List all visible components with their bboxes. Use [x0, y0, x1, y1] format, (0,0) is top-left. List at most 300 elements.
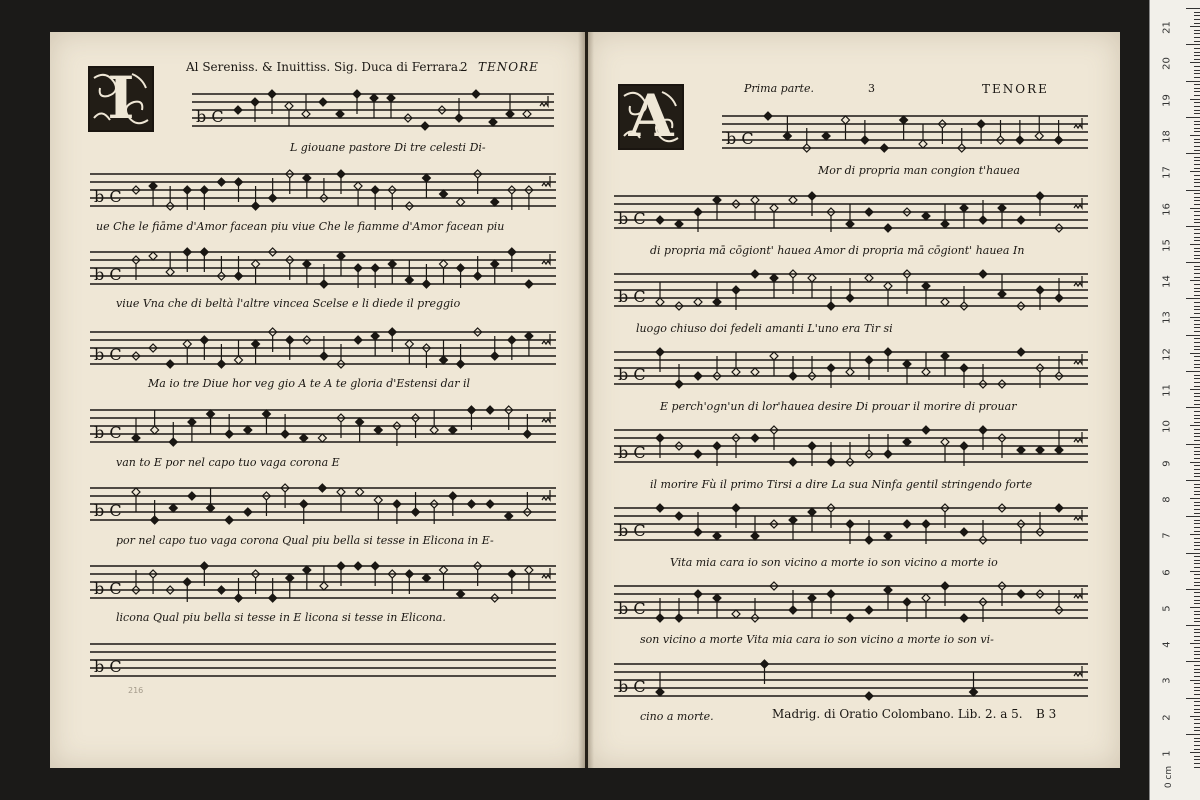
note-head	[732, 286, 740, 294]
note-head	[713, 298, 721, 306]
ruler-tick	[1186, 734, 1200, 735]
ruler-tick	[1186, 335, 1200, 336]
ruler-tick	[1190, 752, 1200, 753]
ruler-tick	[1194, 629, 1200, 630]
ruler-tick	[1190, 462, 1200, 463]
ruler-tick	[1194, 349, 1200, 350]
ruler-tick	[1194, 418, 1200, 419]
ruler-tick	[1194, 164, 1200, 165]
ruler-tick	[1194, 19, 1200, 20]
ruler-tick	[1194, 211, 1200, 212]
note-head	[371, 562, 379, 570]
ruler-tick	[1190, 425, 1200, 426]
ruler-tick	[1194, 404, 1200, 405]
note-head	[713, 532, 721, 540]
note-head	[922, 426, 930, 434]
note-head	[356, 418, 364, 426]
ruler-tick	[1194, 523, 1200, 524]
note-head	[789, 516, 797, 524]
ruler-tick	[1186, 516, 1200, 517]
lyric-line: viue Vna che di beltà l'altre vincea Scelse e li diede il preggio	[116, 297, 461, 310]
note-head	[960, 442, 968, 450]
ruler-tick	[1194, 266, 1200, 267]
ruler-tick	[1194, 585, 1200, 586]
note-head	[169, 504, 177, 512]
note-head	[508, 336, 516, 344]
note-head	[1016, 136, 1024, 144]
note-head	[656, 348, 664, 356]
ruler-tick	[1194, 763, 1200, 764]
ruler-tick	[1194, 429, 1200, 430]
note-head	[356, 488, 364, 496]
note-head	[422, 280, 430, 288]
note-head	[827, 458, 835, 466]
note-head	[694, 528, 702, 536]
note-head	[903, 598, 911, 606]
ruler-tick	[1194, 273, 1200, 274]
note-head	[318, 484, 326, 492]
ruler-tick	[1194, 491, 1200, 492]
note-head	[865, 692, 873, 700]
ruler-tick	[1186, 661, 1200, 662]
note-head	[149, 252, 157, 260]
note-head	[486, 500, 494, 508]
note-head	[303, 174, 311, 182]
ruler-tick	[1194, 229, 1200, 230]
note-head	[430, 426, 438, 434]
note-head	[1055, 446, 1063, 454]
ruler-tick	[1186, 226, 1200, 227]
note-head	[337, 562, 345, 570]
ruler-tick	[1194, 95, 1200, 96]
note-head	[675, 512, 683, 520]
note-head	[846, 220, 854, 228]
ruler-tick	[1194, 687, 1200, 688]
note-head	[405, 340, 413, 348]
ruler-tick	[1194, 291, 1200, 292]
ruler-tick	[1194, 669, 1200, 670]
note-head	[440, 190, 448, 198]
note-head	[525, 566, 533, 574]
ruler-tick	[1194, 288, 1200, 289]
c-clef-icon: b C	[94, 657, 122, 676]
note-head	[207, 504, 215, 512]
note-head	[244, 508, 252, 516]
note-head	[656, 688, 664, 696]
staff	[192, 86, 554, 136]
note-head	[827, 590, 835, 598]
note-head	[751, 368, 759, 376]
note-head	[713, 594, 721, 602]
ruler-tick	[1194, 549, 1200, 550]
note-head	[319, 98, 327, 106]
ruler-tick	[1194, 433, 1200, 434]
staff	[614, 344, 1088, 394]
custos-icon	[542, 568, 550, 578]
c-clef-icon: b C	[618, 599, 646, 618]
lyric-line: Vita mia cara io son vicino a morte io son vicino a morte io	[670, 556, 998, 569]
note-head	[200, 562, 208, 570]
note-head	[303, 260, 311, 268]
note-head	[960, 364, 968, 372]
note-head	[422, 574, 430, 582]
note-head	[252, 340, 260, 348]
ruler-tick	[1194, 749, 1200, 750]
note-head	[764, 112, 772, 120]
ruler-tick	[1186, 553, 1200, 554]
note-head	[979, 426, 987, 434]
c-clef-icon: b C	[618, 365, 646, 384]
ruler-tick	[1190, 244, 1200, 245]
ruler-tick	[1194, 447, 1200, 448]
note-head	[751, 532, 759, 540]
ruler-number: 21	[1161, 21, 1173, 34]
note-head	[337, 488, 345, 496]
ruler-tick	[1194, 683, 1200, 684]
note-head	[827, 302, 835, 310]
ruler-tick	[1194, 600, 1200, 601]
note-head	[252, 260, 260, 268]
note-head	[922, 520, 930, 528]
note-head	[472, 90, 480, 98]
note-head	[354, 336, 362, 344]
ruler-tick	[1186, 153, 1200, 154]
ruler-tick	[1194, 331, 1200, 332]
ruler-tick	[1194, 545, 1200, 546]
note-head	[489, 118, 497, 126]
ruler-tick	[1186, 625, 1200, 626]
note-head	[235, 356, 243, 364]
note-head	[789, 458, 797, 466]
note-head	[320, 582, 328, 590]
ruler-tick	[1194, 542, 1200, 543]
ruler-tick	[1194, 560, 1200, 561]
ruler-tick	[1186, 444, 1200, 445]
ruler-tick	[1194, 422, 1200, 423]
c-clef-icon: b C	[94, 579, 122, 598]
note-head	[132, 434, 140, 442]
note-head	[656, 614, 664, 622]
note-head	[979, 216, 987, 224]
ruler-number: 20	[1161, 57, 1173, 71]
note-head	[808, 594, 816, 602]
ruler-number: 7	[1161, 532, 1173, 539]
ruler-tick	[1186, 589, 1200, 590]
ruler-tick	[1194, 651, 1200, 652]
note-head	[694, 298, 702, 306]
note-head	[808, 192, 816, 200]
ruler-number: 1	[1161, 750, 1173, 757]
note-head	[1055, 504, 1063, 512]
ruler-tick	[1194, 55, 1200, 56]
c-clef-icon: b C	[94, 345, 122, 364]
lyric-line: por nel capo tuo vaga corona Qual piu bella si tesse in Elicona in E-	[116, 534, 494, 547]
note-head	[300, 434, 308, 442]
note-head	[922, 282, 930, 290]
note-head	[262, 410, 270, 418]
note-head	[217, 178, 225, 186]
ruler-tick	[1194, 665, 1200, 666]
ruler-tick	[1194, 592, 1200, 593]
ruler-tick	[1194, 741, 1200, 742]
ruler-tick	[1194, 375, 1200, 376]
staff	[722, 108, 1088, 158]
lyric-line: L giouane pastore Di tre celesti Di-	[290, 141, 486, 154]
ruler-number: 16	[1161, 202, 1173, 216]
staff	[90, 166, 556, 216]
note-head	[846, 294, 854, 302]
ruler-tick	[1194, 200, 1200, 201]
lyric-line: van to E por nel capo tuo vaga corona E	[116, 456, 340, 469]
c-clef-icon: b C	[618, 521, 646, 540]
note-head	[285, 102, 293, 110]
note-head	[371, 264, 379, 272]
note-head	[941, 582, 949, 590]
ruler-tick	[1194, 124, 1200, 125]
note-head	[884, 282, 892, 290]
note-head	[713, 442, 721, 450]
ruler-number: 4	[1161, 641, 1173, 648]
ruler-tick	[1190, 389, 1200, 390]
note-head	[922, 212, 930, 220]
ruler-tick	[1194, 168, 1200, 169]
ruler-tick	[1194, 23, 1200, 24]
ruler-tick	[1186, 81, 1200, 82]
custos-icon	[1074, 666, 1082, 676]
note-head	[656, 504, 664, 512]
note-head	[457, 360, 465, 368]
note-head	[865, 606, 873, 614]
note-head	[789, 606, 797, 614]
note-head	[970, 688, 978, 696]
note-head	[884, 224, 892, 232]
lyric-line: Mor di propria man congion t'hauea	[818, 164, 1020, 177]
note-head	[491, 260, 499, 268]
note-head	[822, 132, 830, 140]
note-head	[903, 438, 911, 446]
initial-letter: I	[107, 64, 135, 132]
note-head	[169, 438, 177, 446]
staff	[90, 324, 556, 374]
note-head	[421, 122, 429, 130]
ruler-tick	[1194, 730, 1200, 731]
note-head	[353, 90, 361, 98]
ruler-tick	[1194, 563, 1200, 564]
note-head	[884, 450, 892, 458]
ruler-tick	[1194, 110, 1200, 111]
note-head	[268, 90, 276, 98]
note-head	[865, 356, 873, 364]
c-clef-icon: b C	[94, 265, 122, 284]
ruler-tick	[1194, 356, 1200, 357]
note-head	[861, 136, 869, 144]
ruler-tick	[1194, 458, 1200, 459]
ruler-tick	[1194, 182, 1200, 183]
c-clef-icon: b C	[618, 287, 646, 306]
note-head	[808, 274, 816, 282]
note-head	[405, 276, 413, 284]
ruler-tick	[1190, 680, 1200, 681]
ruler-tick	[1194, 396, 1200, 397]
note-head	[354, 182, 362, 190]
ruler-tick	[1190, 171, 1200, 172]
note-head	[941, 438, 949, 446]
note-head	[656, 434, 664, 442]
note-head	[337, 252, 345, 260]
ruler-tick	[1194, 251, 1200, 252]
note-head	[387, 94, 395, 102]
note-head	[320, 280, 328, 288]
ruler-number: 9	[1161, 459, 1173, 467]
ruler-tick	[1194, 142, 1200, 143]
note-head	[300, 500, 308, 508]
ruler-tick	[1194, 186, 1200, 187]
custos-icon	[1074, 118, 1082, 128]
ruler-number: 19	[1161, 93, 1173, 107]
note-head	[354, 264, 362, 272]
note-head	[474, 272, 482, 280]
note-head	[303, 566, 311, 574]
ruler-tick	[1194, 12, 1200, 13]
ruler-tick	[1194, 157, 1200, 158]
ruler-tick	[1194, 719, 1200, 720]
ruler-tick	[1194, 513, 1200, 514]
ruler-tick	[1194, 324, 1200, 325]
note-head	[336, 110, 344, 118]
decorated-initial-left	[88, 66, 154, 132]
note-head	[960, 204, 968, 212]
note-head	[694, 208, 702, 216]
ruler-tick	[1194, 672, 1200, 673]
ruler-tick	[1194, 121, 1200, 122]
ruler-tick	[1194, 694, 1200, 695]
ruler-tick	[1194, 139, 1200, 140]
pencil-annotation: 216	[128, 686, 144, 695]
note-head	[523, 430, 531, 438]
c-clef-icon: b C	[618, 677, 646, 696]
note-head	[783, 132, 791, 140]
ruler-tick	[1194, 215, 1200, 216]
signature-mark: B 3	[1036, 707, 1057, 721]
ruler-tick	[1190, 534, 1200, 535]
custos-icon	[1074, 354, 1082, 364]
note-head	[151, 426, 159, 434]
ruler-number: 10	[1161, 420, 1173, 434]
note-head	[694, 590, 702, 598]
note-head	[508, 248, 516, 256]
note-head	[371, 186, 379, 194]
note-head	[922, 594, 930, 602]
note-head	[412, 508, 420, 516]
ruler-tick	[1194, 647, 1200, 648]
ruler-tick	[1194, 52, 1200, 53]
ruler-tick	[1194, 502, 1200, 503]
note-head	[1036, 446, 1044, 454]
note-head	[244, 426, 252, 434]
note-head	[846, 368, 854, 376]
ruler-tick	[1194, 415, 1200, 416]
note-head	[1036, 192, 1044, 200]
ruler-number: 6	[1161, 568, 1173, 576]
book-spine	[578, 32, 594, 768]
note-head	[656, 216, 664, 224]
ruler-tick	[1194, 636, 1200, 637]
ruler-tick	[1194, 364, 1200, 365]
ruler-tick	[1194, 346, 1200, 347]
ruler-tick	[1194, 378, 1200, 379]
ruler-tick	[1194, 33, 1200, 34]
note-head	[422, 174, 430, 182]
ruler-tick	[1194, 30, 1200, 31]
ruler-tick	[1194, 709, 1200, 710]
ruler-tick	[1194, 131, 1200, 132]
ruler-tick	[1194, 91, 1200, 92]
note-head	[525, 280, 533, 288]
ruler-tick	[1194, 237, 1200, 238]
lyric-line: di propria mā cōgiont' haueа Amor di propria mā cōgiont' haueа In	[650, 244, 1025, 257]
note-head	[770, 204, 778, 212]
ruler-tick	[1194, 632, 1200, 633]
ruler-tick	[1194, 219, 1200, 220]
ruler-tick	[1194, 37, 1200, 38]
note-head	[789, 196, 797, 204]
ruler-tick	[1190, 643, 1200, 644]
ruler-tick	[1194, 48, 1200, 49]
ruler-tick	[1194, 197, 1200, 198]
custos-icon	[540, 96, 548, 106]
note-head	[1035, 132, 1043, 140]
note-head	[846, 520, 854, 528]
note-head	[281, 430, 289, 438]
note-head	[846, 614, 854, 622]
note-head	[751, 270, 759, 278]
note-head	[979, 270, 987, 278]
ruler-tick	[1194, 451, 1200, 452]
note-head	[388, 328, 396, 336]
c-clef-icon: b C	[726, 129, 754, 148]
staff	[614, 422, 1088, 472]
ruler-tick	[1194, 342, 1200, 343]
note-head	[188, 418, 196, 426]
note-head	[207, 410, 215, 418]
ruler-tick	[1194, 175, 1200, 176]
note-head	[151, 516, 159, 524]
note-head	[751, 434, 759, 442]
note-head	[732, 368, 740, 376]
note-head	[525, 332, 533, 340]
ruler-tick	[1194, 454, 1200, 455]
ruler-tick	[1190, 317, 1200, 318]
ruler-tick	[1194, 614, 1200, 615]
note-head	[235, 594, 243, 602]
note-head	[449, 426, 457, 434]
ruler-tick	[1194, 204, 1200, 205]
note-head	[235, 178, 243, 186]
staff	[614, 266, 1088, 316]
note-head	[732, 504, 740, 512]
note-head	[374, 426, 382, 434]
note-head	[808, 508, 816, 516]
note-head	[374, 496, 382, 504]
custos-icon	[1074, 588, 1082, 598]
note-head	[960, 614, 968, 622]
ruler-number: 5	[1161, 605, 1173, 612]
ruler-tick	[1194, 596, 1200, 597]
note-head	[318, 434, 326, 442]
ruler-tick	[1194, 360, 1200, 361]
note-head	[251, 98, 259, 106]
lyric-line: E perch'ogn'un di lor'haueа desire Di prouar il morire di prouar	[660, 400, 1017, 413]
